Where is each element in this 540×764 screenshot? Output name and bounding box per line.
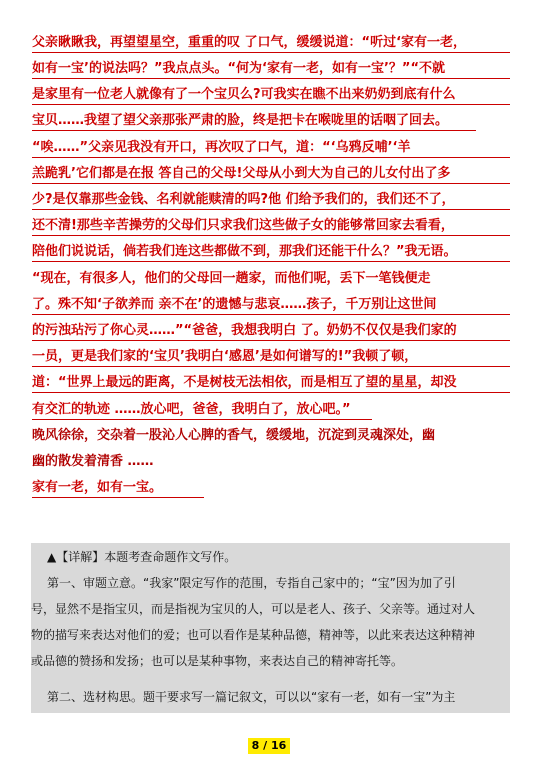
essay-line: 有交汇的轨迹 ……放心吧，爸爸，我明白了，放心吧。” bbox=[32, 401, 372, 420]
essay-line: 一员，更是我们家的‘宝贝’我明白‘感恩’是如何谱写的!”我顿了顿， bbox=[32, 348, 510, 367]
essay-line: 还不清!那些辛苦操劳的父母们只求我们这些做子女的能够常回家去看看， bbox=[32, 217, 510, 236]
essay-line: 宝贝……我望了望父亲那张严肃的脸，终是把卡在喉咙里的话咽了回去。 bbox=[32, 112, 476, 131]
essay-line: 道：“世界上最远的距离，不是树枝无法相依，而是相互了望的星星，却没 bbox=[32, 374, 510, 393]
essay-line: “唉……”父亲见我没有开口，再次叹了口气，道：“‘乌鸦反哺’‘羊 bbox=[32, 139, 510, 158]
detail-line: 物的描写来表达对他们的爱；也可以看作是某种品德，精神等，以此来表达这种精神 bbox=[31, 628, 476, 642]
essay-line: 家有一老，如有一宝。 bbox=[32, 479, 204, 498]
detail-line: 第二、选材构思。题干要求写一篇记叙文，可以以“家有一老，如有一宝”为主 bbox=[47, 690, 456, 704]
essay-line: 羔跪乳’它们都是在报 答自己的父母!父母从小到大为自己的儿女付出了多 bbox=[32, 165, 510, 184]
detail-line: 或品德的赞扬和发扬；也可以是某种事物，来表达自己的精神寄托等。 bbox=[31, 654, 404, 668]
detail-heading: ▲【详解】本题考查命题作文写作。 bbox=[47, 550, 237, 564]
essay-line: 少?是仅靠那些金钱、名利就能赎清的吗?他 们给予我们的，我们还不了， bbox=[32, 191, 510, 210]
detail-line: 号，显然不是指宝贝，而是指视为宝贝的人，可以是老人、孩子、父亲等。通过对人 bbox=[31, 602, 476, 616]
essay-line: 是家里有一位老人就像有了一个宝贝么?可我实在瞧不出来奶奶到底有什么 bbox=[32, 86, 510, 105]
essay-line: 了。殊不知‘子欲养而 亲不在’的遗憾与悲哀……孩子，千万别让这世间 bbox=[32, 296, 510, 315]
essay-line: 幽的散发着清香 …… bbox=[32, 454, 154, 469]
essay-line: 陪他们说说话，倘若我们连这些都做不到，那我们还能干什么？”我无语。 bbox=[32, 243, 510, 262]
essay-line: 的污浊玷污了你心灵……”“爸爸，我想我明白 了。奶奶不仅仅是我们家的 bbox=[32, 322, 510, 341]
essay-line: 父亲瞅瞅我，再望望星空，重重的叹 了口气，缓缓说道：“听过‘家有一老， bbox=[32, 34, 510, 53]
essay-line: 如有一宝’的说法吗？”我点点头。“何为‘家有一老，如有一宝’？”“不就 bbox=[32, 60, 510, 79]
essay-line: 晚风徐徐，交杂着一股沁人心脾的香气，缓缓地，沉淀到灵魂深处，幽 bbox=[32, 428, 436, 443]
essay-line: “现在，有很多人，他们的父母回一趟家，而他们呢，丢下一笔钱便走 bbox=[32, 271, 431, 286]
page-number: 8 / 16 bbox=[248, 738, 290, 754]
detail-line: 第一、审题立意。“我家”限定写作的范围，专指自己家中的；“宝”因为加了引 bbox=[47, 576, 456, 590]
detail-explanation-box bbox=[31, 543, 510, 713]
